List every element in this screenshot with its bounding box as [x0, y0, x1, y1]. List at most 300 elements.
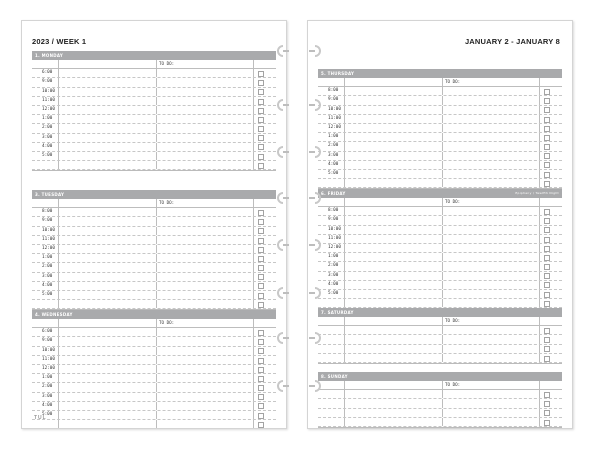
checkbox-icon[interactable] [258, 403, 264, 409]
time-label: 8:00 [42, 209, 53, 215]
column-divider [253, 374, 254, 382]
checkbox-icon[interactable] [544, 237, 550, 243]
time-row [318, 226, 562, 235]
column-divider [253, 88, 254, 96]
column-divider [344, 326, 345, 334]
column-divider [442, 253, 443, 261]
checkbox-icon[interactable] [258, 117, 264, 123]
column-divider [539, 418, 540, 426]
column-divider [442, 106, 443, 114]
column-divider [442, 326, 443, 334]
day-section [318, 308, 562, 323]
column-divider [442, 317, 443, 325]
column-divider [156, 106, 157, 114]
column-divider [442, 142, 443, 150]
checkbox-icon[interactable] [544, 410, 550, 416]
day-bar [32, 51, 276, 60]
column-divider [156, 420, 157, 428]
column-divider [156, 69, 157, 77]
column-divider [442, 170, 443, 178]
time-row [318, 106, 562, 115]
column-divider [539, 335, 540, 343]
column-divider [344, 87, 345, 95]
column-divider [539, 290, 540, 298]
todo-header-row [32, 60, 276, 69]
time-label: 5:00 [42, 152, 53, 158]
column-divider [344, 106, 345, 114]
column-divider [539, 381, 540, 389]
time-row [32, 393, 276, 402]
checkbox-icon[interactable] [258, 274, 264, 280]
column-divider [344, 399, 345, 407]
checkbox-icon[interactable] [258, 376, 264, 382]
column-divider [58, 124, 59, 132]
checkbox-icon[interactable] [544, 420, 550, 426]
checkbox-icon[interactable] [544, 162, 550, 168]
column-divider [156, 88, 157, 96]
column-divider [539, 299, 540, 307]
checkbox-icon[interactable] [258, 126, 264, 132]
column-divider [442, 216, 443, 224]
time-row [32, 124, 276, 133]
day-grid [318, 198, 562, 309]
time-label: 2:00 [42, 264, 53, 270]
day-label: 1. MONDAY [35, 53, 64, 58]
column-divider [253, 69, 254, 77]
checkbox-icon[interactable] [544, 337, 550, 343]
column-divider [58, 161, 59, 169]
day-bar [318, 372, 562, 381]
column-divider [442, 226, 443, 234]
binder-ring-icon [309, 285, 323, 299]
time-row [318, 390, 562, 399]
time-row [32, 78, 276, 87]
binder-ring-icon [275, 237, 289, 251]
time-row [32, 263, 276, 272]
column-divider [253, 411, 254, 419]
column-divider [58, 374, 59, 382]
time-row [318, 418, 562, 427]
day-label: 4. WEDNESDAY [35, 312, 73, 317]
column-divider [344, 115, 345, 123]
column-divider [539, 226, 540, 234]
column-divider [58, 328, 59, 336]
time-row [32, 254, 276, 263]
column-divider [156, 227, 157, 235]
binder-ring-icon [275, 144, 289, 158]
time-row [32, 245, 276, 254]
checkbox-icon[interactable] [258, 99, 264, 105]
column-divider [539, 106, 540, 114]
binder-ring-icon [309, 43, 323, 57]
day-label: 3. TUESDAY [35, 192, 65, 197]
time-row [318, 115, 562, 124]
column-divider [253, 393, 254, 401]
checkbox-icon[interactable] [544, 246, 550, 252]
time-row [32, 365, 276, 374]
checkbox-icon[interactable] [258, 80, 264, 86]
time-label: 10:00 [328, 106, 341, 112]
column-divider [539, 272, 540, 280]
column-divider [344, 244, 345, 252]
checkbox-icon[interactable] [544, 218, 550, 224]
day-label: 7. SATURDAY [321, 310, 354, 315]
column-divider [442, 354, 443, 362]
column-divider [58, 420, 59, 428]
checkbox-icon[interactable] [544, 227, 550, 233]
time-label: 12:00 [328, 124, 341, 130]
checkbox-icon[interactable] [544, 264, 550, 270]
column-divider [156, 393, 157, 401]
checkbox-icon[interactable] [544, 292, 550, 298]
week-header: 2023 / WEEK 1 [32, 37, 87, 46]
column-divider [253, 236, 254, 244]
day-bar [318, 189, 562, 198]
column-divider [344, 281, 345, 289]
column-divider [58, 365, 59, 373]
column-divider [442, 152, 443, 160]
checkbox-icon[interactable] [258, 71, 264, 77]
time-row [32, 347, 276, 356]
column-divider [253, 347, 254, 355]
column-divider [539, 354, 540, 362]
column-divider [58, 78, 59, 86]
time-label: 8:00 [328, 208, 339, 214]
day-grid [32, 60, 276, 171]
column-divider [253, 263, 254, 271]
column-divider [58, 236, 59, 244]
column-divider [442, 272, 443, 280]
checkbox-icon[interactable] [258, 108, 264, 114]
column-divider [253, 161, 254, 169]
checkbox-icon[interactable] [544, 328, 550, 334]
column-divider [156, 291, 157, 299]
column-divider [539, 399, 540, 407]
column-divider [539, 161, 540, 169]
time-label: 11:00 [328, 235, 341, 241]
checkbox-icon[interactable] [258, 302, 264, 308]
checkbox-icon[interactable] [544, 282, 550, 288]
checkbox-icon[interactable] [544, 98, 550, 104]
time-label: 9:00 [42, 338, 53, 344]
column-divider [156, 282, 157, 290]
column-divider [156, 383, 157, 391]
column-divider [539, 207, 540, 215]
binder-ring-icon [309, 190, 323, 204]
time-label: 4:00 [328, 161, 339, 167]
todo-label: TO DO: [445, 318, 461, 323]
checkbox-icon[interactable] [258, 154, 264, 160]
column-divider [253, 124, 254, 132]
column-divider [156, 411, 157, 419]
column-divider [58, 69, 59, 77]
todo-header-row [318, 317, 562, 326]
column-divider [344, 354, 345, 362]
checkbox-icon[interactable] [544, 89, 550, 95]
time-row [32, 282, 276, 291]
column-divider [156, 300, 157, 308]
column-divider [344, 133, 345, 141]
column-divider [156, 328, 157, 336]
column-divider [344, 207, 345, 215]
column-divider [344, 170, 345, 178]
column-divider [156, 356, 157, 364]
day-bar [32, 310, 276, 319]
column-divider [58, 300, 59, 308]
time-row [32, 217, 276, 226]
column-divider [156, 78, 157, 86]
column-divider [253, 227, 254, 235]
checkbox-icon[interactable] [258, 89, 264, 95]
checkbox-icon[interactable] [258, 144, 264, 150]
column-divider [253, 217, 254, 225]
column-divider [253, 143, 254, 151]
checkbox-icon[interactable] [544, 144, 550, 150]
time-row [32, 208, 276, 217]
column-divider [539, 409, 540, 417]
time-row [32, 383, 276, 392]
checkbox-icon[interactable] [258, 422, 264, 428]
column-divider [253, 356, 254, 364]
todo-header-row [32, 199, 276, 208]
time-row [32, 106, 276, 115]
time-label: 6:00 [42, 70, 53, 76]
column-divider [253, 300, 254, 308]
column-divider [253, 208, 254, 216]
day-section [318, 189, 562, 296]
checkbox-icon[interactable] [544, 401, 550, 407]
checkbox-icon[interactable] [544, 209, 550, 215]
column-divider [58, 282, 59, 290]
checkbox-icon[interactable] [544, 181, 550, 187]
time-row [32, 88, 276, 97]
day-grid [318, 381, 562, 428]
column-divider [156, 402, 157, 410]
checkbox-icon[interactable] [258, 348, 264, 354]
checkbox-icon[interactable] [258, 228, 264, 234]
checkbox-icon[interactable] [258, 135, 264, 141]
checkbox-icon[interactable] [258, 256, 264, 262]
column-divider [253, 134, 254, 142]
checkbox-icon[interactable] [258, 265, 264, 271]
todo-header-row [318, 78, 562, 87]
column-divider [58, 254, 59, 262]
time-row [32, 402, 276, 411]
column-divider [344, 299, 345, 307]
column-divider [344, 290, 345, 298]
checkbox-icon[interactable] [544, 117, 550, 123]
time-label: 9:00 [328, 97, 339, 103]
time-row [318, 96, 562, 105]
time-label: 9:00 [42, 218, 53, 224]
time-label: 12:00 [42, 106, 55, 112]
column-divider [442, 133, 443, 141]
time-label: 1:00 [42, 116, 53, 122]
column-divider [58, 245, 59, 253]
time-label: 4:00 [328, 281, 339, 287]
time-row [318, 335, 562, 344]
checkbox-icon[interactable] [258, 219, 264, 225]
binder-ring-icon [275, 330, 289, 344]
column-divider [539, 317, 540, 325]
column-divider [344, 198, 345, 206]
holiday-note: Epiphany / Twelfth Night [515, 190, 559, 195]
checkbox-icon[interactable] [544, 172, 550, 178]
column-divider [58, 356, 59, 364]
column-divider [253, 337, 254, 345]
column-divider [442, 96, 443, 104]
column-divider [156, 337, 157, 345]
column-divider [156, 199, 157, 207]
day-grid [32, 199, 276, 310]
todo-label: TO DO: [445, 199, 461, 204]
checkbox-icon[interactable] [258, 394, 264, 400]
column-divider [539, 133, 540, 141]
column-divider [344, 124, 345, 132]
time-row [32, 143, 276, 152]
checkbox-icon[interactable] [258, 283, 264, 289]
column-divider [442, 281, 443, 289]
day-grid [318, 78, 562, 189]
column-divider [58, 152, 59, 160]
time-row [318, 354, 562, 363]
time-label: 1:00 [328, 254, 339, 260]
checkbox-icon[interactable] [258, 367, 264, 373]
todo-header-row [318, 198, 562, 207]
column-divider [344, 142, 345, 150]
column-divider [539, 152, 540, 160]
checkbox-icon[interactable] [544, 255, 550, 261]
column-divider [539, 142, 540, 150]
column-divider [442, 335, 443, 343]
checkbox-icon[interactable] [544, 107, 550, 113]
binder-ring-icon [309, 237, 323, 251]
column-divider [156, 273, 157, 281]
day-section [318, 372, 562, 387]
column-divider [156, 263, 157, 271]
checkbox-icon[interactable] [544, 135, 550, 141]
time-row [318, 207, 562, 216]
column-divider [156, 208, 157, 216]
checkbox-icon[interactable] [258, 358, 264, 364]
time-label: 11:00 [328, 115, 341, 121]
time-label: 3:00 [42, 134, 53, 140]
checkbox-icon[interactable] [258, 413, 264, 419]
column-divider [539, 390, 540, 398]
column-divider [344, 216, 345, 224]
checkbox-icon[interactable] [544, 301, 550, 307]
column-divider [539, 345, 540, 353]
time-row [32, 273, 276, 282]
column-divider [156, 60, 157, 68]
time-row [318, 179, 562, 188]
column-divider [156, 217, 157, 225]
day-grid [32, 319, 276, 429]
binder-ring-icon [275, 378, 289, 392]
column-divider [58, 227, 59, 235]
column-divider [253, 60, 254, 68]
time-label: 12:00 [328, 244, 341, 250]
column-divider [442, 115, 443, 123]
time-row [32, 291, 276, 300]
column-divider [344, 179, 345, 187]
todo-label: TO DO: [159, 320, 175, 325]
checkbox-icon[interactable] [258, 238, 264, 244]
checkbox-icon[interactable] [258, 293, 264, 299]
column-divider [156, 115, 157, 123]
time-row [318, 253, 562, 262]
time-row [32, 69, 276, 78]
column-divider [156, 124, 157, 132]
checkbox-icon[interactable] [544, 392, 550, 398]
binder-ring-icon [275, 190, 289, 204]
time-label: 1:00 [328, 134, 339, 140]
checkbox-icon[interactable] [544, 126, 550, 132]
column-divider [156, 254, 157, 262]
checkbox-icon[interactable] [258, 210, 264, 216]
column-divider [442, 161, 443, 169]
column-divider [156, 161, 157, 169]
day-label: 8. SUNDAY [321, 374, 348, 379]
checkbox-icon[interactable] [544, 356, 550, 362]
todo-label: TO DO: [159, 200, 175, 205]
column-divider [539, 216, 540, 224]
column-divider [442, 262, 443, 270]
time-label: 9:00 [328, 217, 339, 223]
checkbox-icon[interactable] [258, 163, 264, 169]
left-planner-page [21, 20, 287, 429]
todo-label: TO DO: [159, 61, 175, 66]
checkbox-icon[interactable] [258, 385, 264, 391]
column-divider [253, 106, 254, 114]
checkbox-icon[interactable] [258, 339, 264, 345]
time-label: 3:00 [328, 272, 339, 278]
column-divider [442, 290, 443, 298]
checkbox-icon[interactable] [544, 346, 550, 352]
column-divider [58, 319, 59, 327]
column-divider [442, 244, 443, 252]
column-divider [539, 253, 540, 261]
column-divider [58, 60, 59, 68]
time-row [32, 328, 276, 337]
checkbox-icon[interactable] [544, 153, 550, 159]
time-row [32, 227, 276, 236]
time-label: 11:00 [42, 236, 55, 242]
column-divider [253, 254, 254, 262]
day-section [32, 190, 276, 297]
time-label: 10:00 [42, 227, 55, 233]
column-divider [253, 97, 254, 105]
column-divider [253, 273, 254, 281]
checkbox-icon[interactable] [544, 273, 550, 279]
time-label: 12:00 [42, 365, 55, 371]
checkbox-icon[interactable] [258, 247, 264, 253]
column-divider [156, 374, 157, 382]
column-divider [253, 199, 254, 207]
column-divider [344, 161, 345, 169]
column-divider [344, 317, 345, 325]
time-label: 2:00 [328, 263, 339, 269]
checkbox-icon[interactable] [258, 330, 264, 336]
time-row [318, 326, 562, 335]
column-divider [58, 291, 59, 299]
time-row [318, 142, 562, 151]
binder-ring-icon [309, 144, 323, 158]
day-section [32, 51, 276, 158]
column-divider [539, 244, 540, 252]
time-label: 3:00 [328, 152, 339, 158]
time-label: 10:00 [328, 226, 341, 232]
